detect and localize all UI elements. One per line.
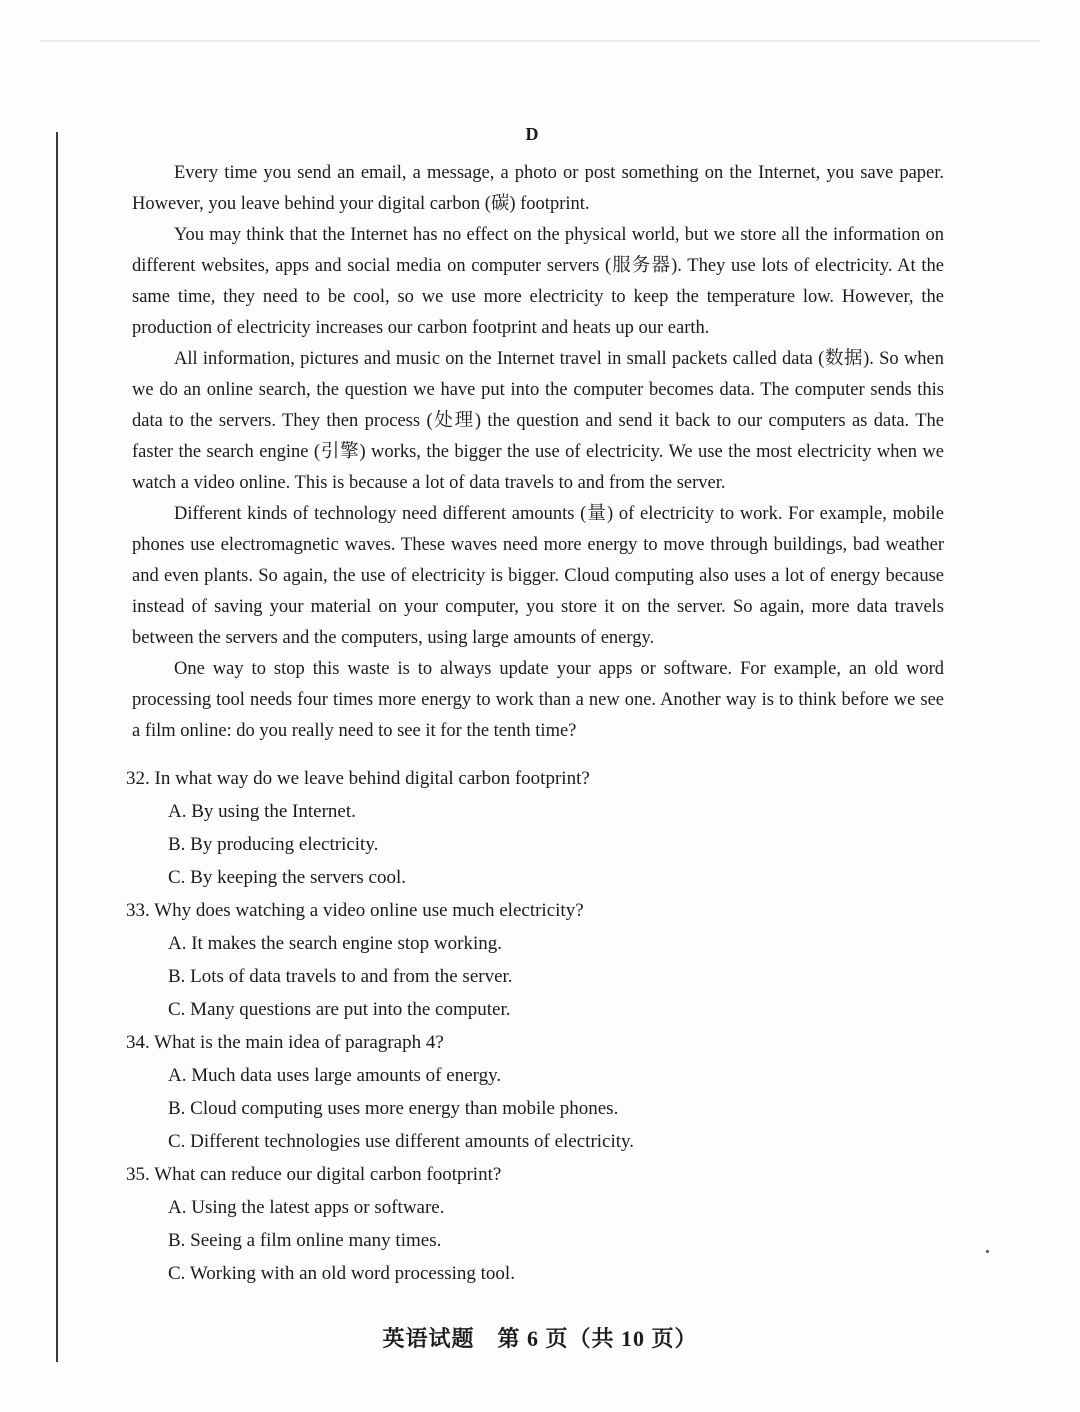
question-32 <box>126 762 946 894</box>
option-b: B. Lots of data travels to and from the server. <box>168 966 513 987</box>
question-stem: 33. Why does watching a video online use much electricity? <box>126 900 584 921</box>
option-a: A. By using the Internet. <box>168 801 356 822</box>
passage-paragraph-5: One way to stop this waste is to always update your apps or software. For example, an old word processing tool needs four times more energy to work than a new one. Another way is to think before we see a film online: do you really need to see it for the tenth time? <box>132 659 944 741</box>
passage-paragraph-4: Different kinds of technology need different amounts (量) of electricity to work. For example, mobile phones use electromagnetic waves. These waves need more energy to move through buildings, bad weather and even plants. So again, the use of electricity is bigger. Cloud computing also uses a lot of energy because instead of saving your material on your computer, you store it on the server. So again, more data travels between the servers and the computers, using large amounts of energy. <box>132 504 944 648</box>
question-stem: 34. What is the main idea of paragraph 4? <box>126 1032 444 1053</box>
question-34 <box>126 1026 946 1158</box>
option-a: A. Much data uses large amounts of energy. <box>168 1065 502 1086</box>
question-35 <box>126 1158 946 1290</box>
option-b: B. By producing electricity. <box>168 834 379 855</box>
page-footer: 英语试题 第 6 页（共 10 页） <box>382 1326 698 1351</box>
question-33 <box>126 894 946 1026</box>
scan-edge-line <box>40 40 1040 42</box>
option-a: A. It makes the search engine stop working. <box>168 933 502 954</box>
option-b: B. Seeing a film online many times. <box>168 1230 442 1251</box>
passage-paragraph-1: Every time you send an email, a message, a photo or post something on the Internet, you save paper. However, you leave behind your digital carbon (碳) footprint. <box>132 163 944 214</box>
passage-paragraph-3: All information, pictures and music on the Internet travel in small packets called data (数据). So when we do an online search, the question we have put into the computer becomes data. The computer sends this data to the servers. They then process (处理) the question and send it back to our computers as data. The faster the search engine (引擎) works, the bigger the use of electricity. We use the most electricity when we watch a video online. This is because a lot of data travels to and from the server. <box>132 349 944 493</box>
option-a: A. Using the latest apps or software. <box>168 1197 445 1218</box>
option-b: B. Cloud computing uses more energy than mobile phones. <box>168 1098 619 1119</box>
scan-speck <box>986 1250 989 1253</box>
option-c: C. Many questions are put into the computer. <box>168 999 511 1020</box>
passage-paragraph-2: You may think that the Internet has no effect on the physical world, but we store all the information on different websites, apps and social media on computer servers (服务器). They use lots of electricity. At the same time, they need to be cool, so we use more electricity to keep the temperature low. However, the production of electricity increases our carbon footprint and heats up our earth. <box>132 225 944 338</box>
question-list <box>126 762 946 1290</box>
reading-passage <box>132 158 944 747</box>
margin-rule <box>56 132 58 1362</box>
option-c: C. Different technologies use different amounts of electricity. <box>168 1131 635 1152</box>
option-c: C. Working with an old word processing tool. <box>168 1263 515 1284</box>
option-c: C. By keeping the servers cool. <box>168 867 406 888</box>
question-stem: 35. What can reduce our digital carbon footprint? <box>126 1164 502 1185</box>
section-letter: D <box>525 124 539 144</box>
question-stem: 32. In what way do we leave behind digital carbon footprint? <box>126 768 590 789</box>
